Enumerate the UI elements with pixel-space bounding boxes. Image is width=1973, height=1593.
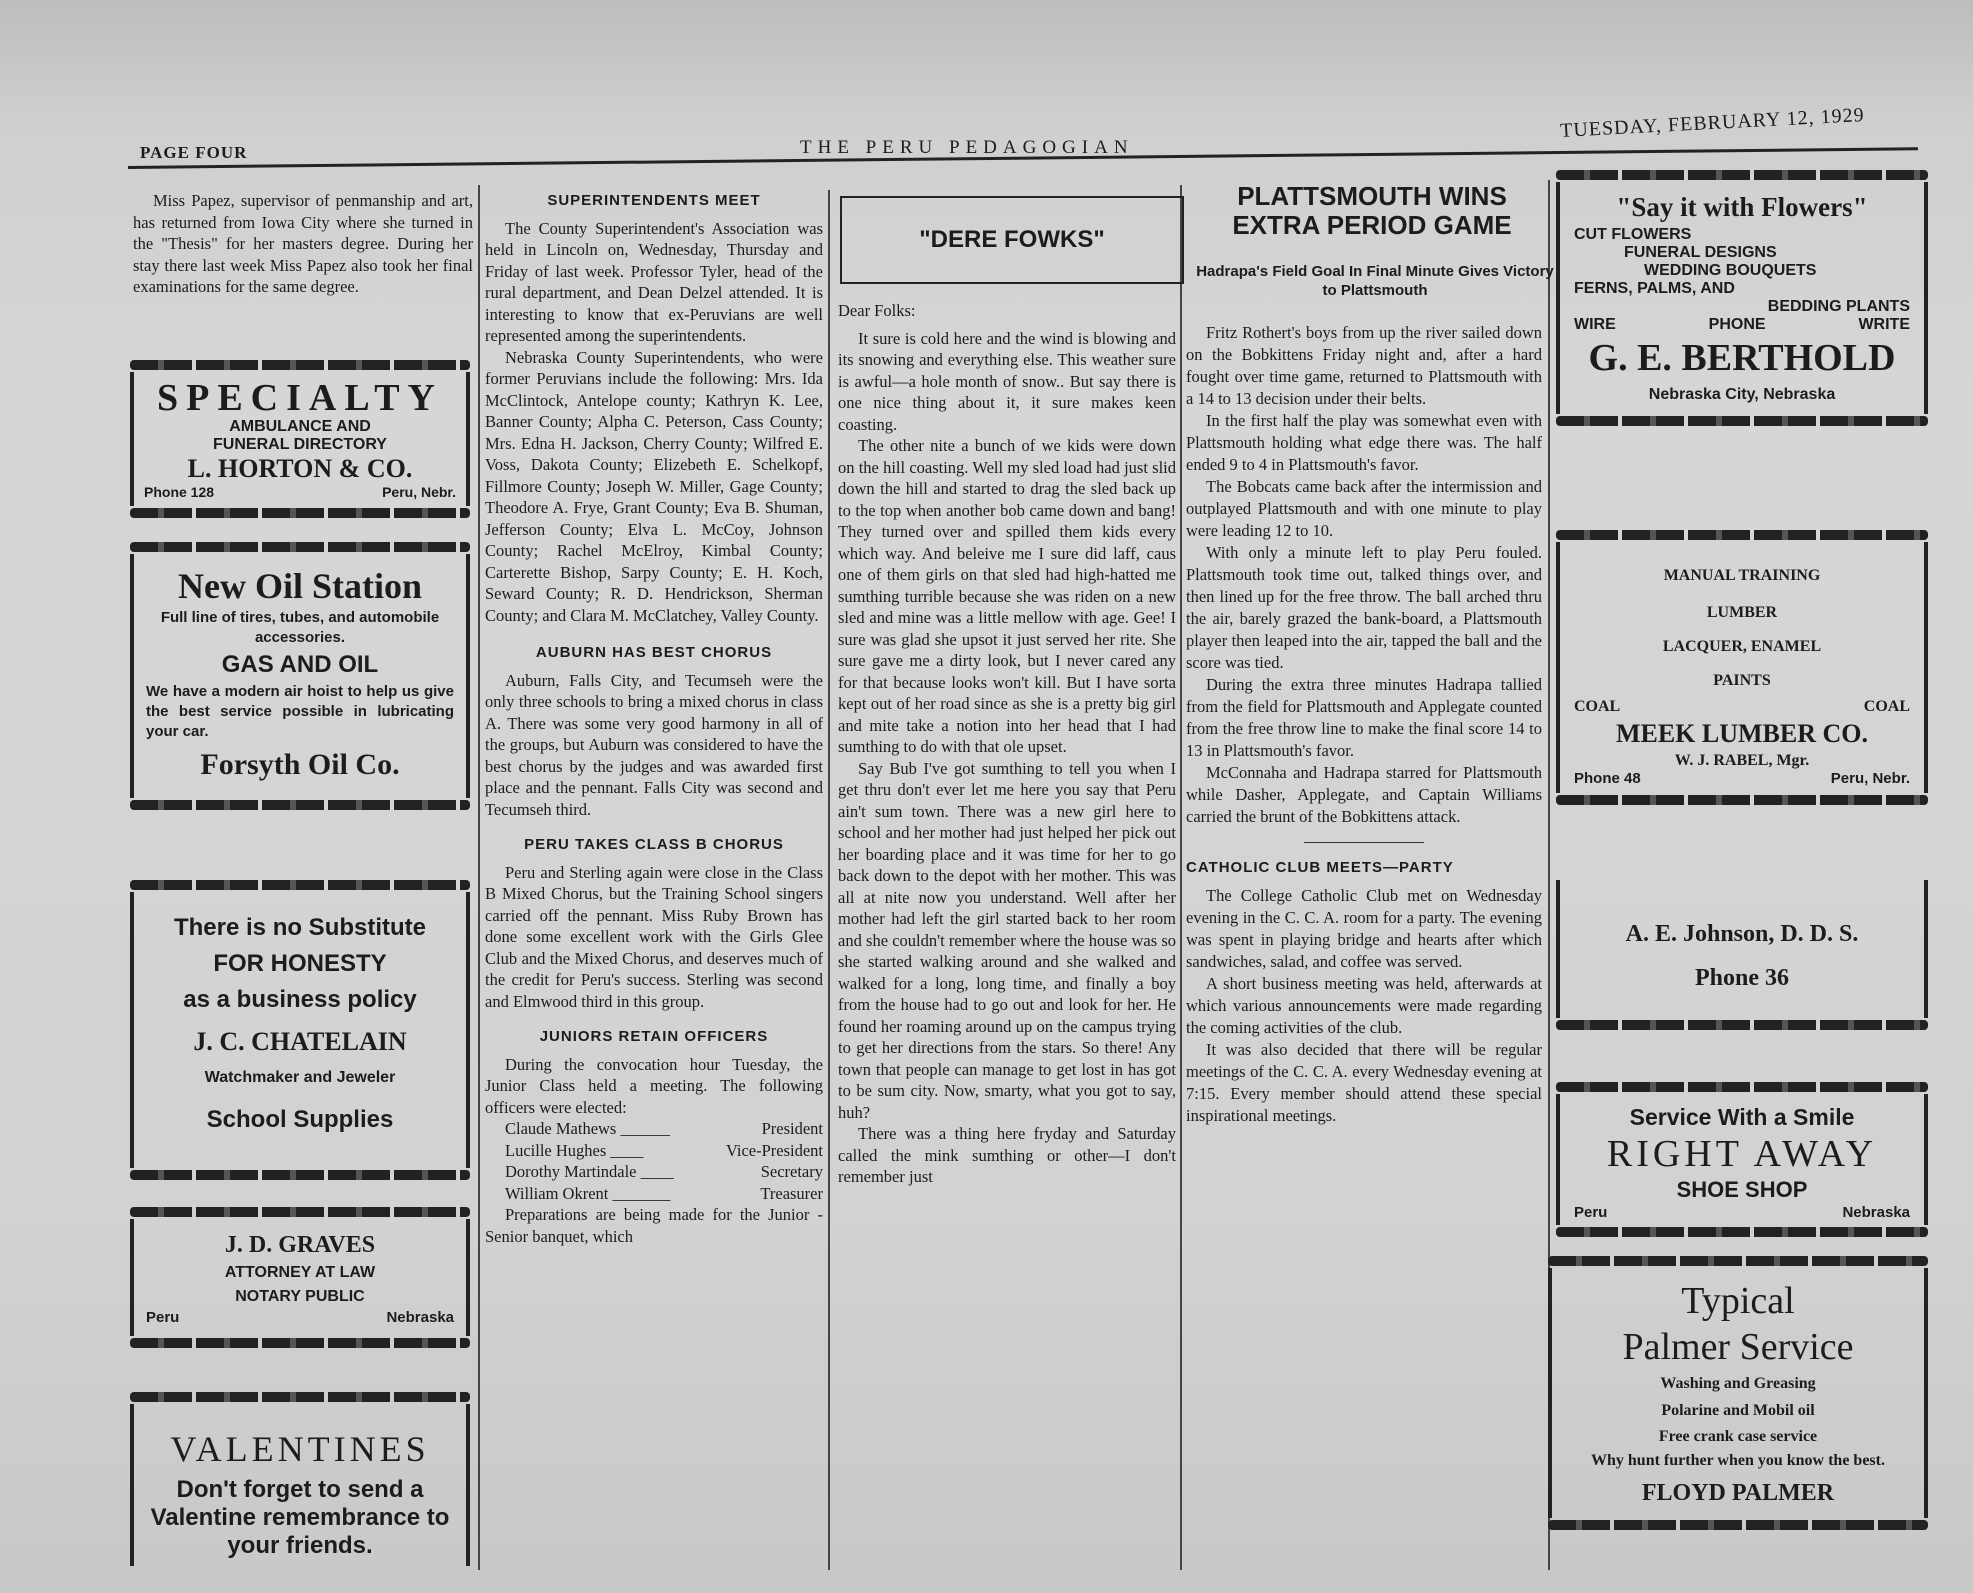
article-paragraph: The Bobcats came back after the intermission and outplayed Plattsmouth and with one minute to play were leading 12 to 10. (1186, 477, 1542, 540)
column-rule (828, 190, 830, 1570)
ad-write: WRITE (1858, 316, 1910, 333)
column-1 (133, 190, 473, 298)
page-number: PAGE FOUR (140, 143, 248, 162)
ad-phone: Phone 36 (1694, 965, 1789, 991)
ad-frame (130, 1404, 470, 1566)
headline-juniors: JUNIORS RETAIN OFFICERS (539, 1028, 769, 1045)
ad-border (130, 880, 470, 890)
ad-line: CUT FLOWERS (1574, 226, 1692, 243)
ad-line: FUNERAL DESIGNS (1624, 244, 1777, 261)
valentines-ad (130, 1390, 470, 1566)
ad-border (1556, 795, 1928, 805)
ad-border (130, 800, 470, 810)
ad-coal (1574, 698, 1910, 716)
ad-line: ATTORNEY AT LAW (224, 1264, 376, 1281)
ad-border (1556, 1020, 1928, 1030)
ad-line: Full line of tires, tubes, and automobile accessories. (160, 609, 440, 646)
papez-item: Miss Papez, supervisor of penmanship and art, has returned from Iowa City where she turned in the "Thesis" for her masters degree. During her stay there last week Miss Papez also took her final examinations for the same degree. (133, 191, 473, 296)
ad-line: W. J. RABEL, Mgr. (1674, 752, 1810, 769)
ad-footer (1574, 770, 1910, 787)
ad-line: Service With a Smile (1629, 1104, 1855, 1130)
ad-frame (1556, 542, 1928, 793)
ad-frame (1556, 182, 1928, 414)
ad-border (130, 1338, 470, 1348)
ad-border (1556, 530, 1928, 540)
ad-title: SPECIALTY (156, 377, 443, 419)
meek-ad (1556, 528, 1928, 807)
ad-border (130, 360, 470, 370)
ad-name: L. HORTON & CO. (187, 454, 413, 483)
ad-phone: Phone 48 (1574, 770, 1641, 787)
letter-paragraph: The other nite a bunch of we kids were down on the hill coasting. Well my sled load had just slid down the hill and started to drag the sled back up to the top when another bob came down and bang! They turned over and spilled them kids every which way. And beleive me I sure did laff, caus one of them girls on that sled had high-hatted me sumthing turrible because she was riden on a new sled and mine was a little mellow with age. Gee! I sure was glad she upsot it just served her rite. She sure gave me a dirty look, but I never cared any for that because looks won't kill. But I have sorta kept out of her road since as she is a pretty big girl and mite take a notion into her head that I had sumthing to do with that ole upset. (838, 436, 1176, 756)
ad-line: We have a modern air hoist to help us give the best service possible in lubricating your car. (146, 683, 454, 740)
ad-frame (1548, 1268, 1928, 1518)
officer-row (485, 1183, 823, 1205)
ad-border (1548, 1520, 1928, 1530)
officer-role: Vice-President (725, 1140, 823, 1160)
ad-border (130, 1207, 470, 1217)
ad-phone: PHONE (1708, 316, 1766, 333)
ad-title: "Say it with Flowers" (1616, 192, 1868, 222)
johnson-ad (1556, 880, 1928, 1032)
ad-title: New Oil Station (177, 566, 422, 606)
salutation: Dear Folks: (838, 301, 916, 320)
oil-ad (130, 540, 470, 812)
ad-border (130, 1392, 470, 1402)
issue-date: TUESDAY, FEBRUARY 12, 1929 (1559, 104, 1866, 142)
article-paragraph: Nebraska County Superintendents, who were former Peruvians include the following: Mrs. Ida McClintock, Antelope county; Kathryn K. Lee, Banner County; Alpha C. Peterson, Cass County; Mrs. Edna H. Jackson, Cherry County; Wilfred E. Voss, Dakota County; Elizebeth E. Schelkopf, Fillmore County; Joseph W. Miller, Gage County; Theodore A. Frye, Grant County; Eva B. Shuman, Jefferson County; Elva L. McCoy, Johnson County; Rachel McElroy, Kimbal County; Carterette Bishop, Sarpy County; E. H. Koch, Seward County; R. D. Hendrickson, Sherman County; and Clara M. McClatchey, Valley County. (485, 347, 823, 625)
headline-catholic-club: CATHOLIC CLUB MEETS—PARTY (1186, 859, 1454, 876)
ad-line: Nebraska City, Nebraska (1648, 386, 1836, 403)
officer-role: President (761, 1119, 823, 1138)
article-paragraph: The College Catholic Club met on Wednesday evening in the C. C. A. room for a party. The evening was spent in playing bridge and hearts after which sandwiches, salad, and coffee was served. (1186, 886, 1542, 971)
headline-plattsmouth: PLATTSMOUTH WINS EXTRA PERIOD GAME (1232, 181, 1512, 240)
ad-line: Watchmaker and Jeweler (204, 1069, 396, 1086)
ad-line: School Supplies (206, 1106, 394, 1133)
graves-ad (130, 1205, 470, 1350)
officer-role: Secretary (760, 1162, 823, 1181)
ad-line: FERNS, PALMS, AND (1574, 280, 1735, 297)
officer-row (485, 1161, 823, 1183)
ad-line: AMBULANCE AND (229, 418, 371, 435)
ad-name: MEEK LUMBER CO. (1615, 719, 1869, 748)
ad-line: Free crank case service (1658, 1428, 1818, 1445)
divider (1304, 842, 1424, 843)
ad-line: LUMBER (1706, 604, 1778, 621)
officer-row (485, 1118, 823, 1140)
ad-coal-right: COAL (1863, 698, 1910, 715)
ad-coal-left: COAL (1574, 698, 1621, 715)
ad-name: FLOYD PALMER (1641, 1480, 1835, 1506)
column-rule (478, 185, 480, 1570)
ad-frame (1556, 880, 1928, 1018)
ad-line: Why hunt further when you know the best. (1591, 1452, 1885, 1469)
ad-line: NOTARY PUBLIC (235, 1288, 365, 1305)
palmer-ad (1548, 1254, 1928, 1532)
ad-border (1548, 1256, 1928, 1266)
ad-border (130, 542, 470, 552)
ad-frame (130, 892, 470, 1168)
ad-line: SHOE SHOP (1676, 1177, 1808, 1202)
headline-peru-chorus: PERU TAKES CLASS B CHORUS (524, 836, 784, 853)
article-paragraph: A short business meeting was held, afterwards at which various announcements were made regarding the coming activities of the club. (1186, 974, 1542, 1037)
headline-auburn: AUBURN HAS BEST CHORUS (535, 644, 773, 661)
article-paragraph: Peru and Sterling again were close in the Class B Mixed Chorus, but the Training School singers carried off the pennant. Miss Ruby Brown has done some excellent work with the Girls Glee Club and the Mixed Chorus, and deserves much of the credit for Peru's success. Sterling was second and Elmwood third in this group. (485, 862, 823, 1011)
ad-border (130, 508, 470, 518)
ad-line: FUNERAL DIRECTORY (213, 436, 387, 453)
ad-frame (130, 372, 470, 506)
ad-name: RIGHT AWAY (1606, 1133, 1878, 1175)
ad-wire: WIRE (1574, 316, 1616, 333)
officer-role: Treasurer (760, 1183, 823, 1203)
headline-superintendents: SUPERINTENDENTS MEET (547, 192, 761, 209)
officer-list (485, 1118, 823, 1204)
ad-border (1556, 1082, 1928, 1092)
ad-left: Peru (146, 1309, 180, 1326)
article-paragraph: The County Superintendent's Association was held in Lincoln on, Wednesday, Thursday and Friday of last week. Professor Tyler, head of the rural department, and Dean Delzel attended. It is interesting to know that ex-Peruvians are well represented among the superintendents. (485, 218, 823, 345)
ad-title: Typical (1681, 1280, 1795, 1322)
ad-line: FOR HONESTY (213, 950, 387, 977)
ad-name: Forsyth Oil Co. (200, 748, 400, 781)
ad-footer (1574, 1204, 1910, 1221)
ad-frame (1556, 1094, 1928, 1225)
officer-name: William Okrent _______ (505, 1183, 671, 1203)
ad-name: A. E. Johnson, D. D. S. (1625, 921, 1859, 947)
ad-border (1556, 416, 1928, 426)
ad-border (130, 1170, 470, 1180)
article-paragraph: Fritz Rothert's boys from up the river sailed down on the Bobkittens Friday night and, after a hard fought over time game, returned to Plattsmouth with a 14 to 13 decision under their belts. (1186, 323, 1542, 408)
ad-place: Peru, Nebr. (1830, 770, 1910, 787)
ad-line: Don't forget to send a Valentine remembrance to your friends. (150, 1476, 450, 1559)
letter-paragraph: Say Bub I've got sumthing to tell you when I get thru don't ever let me here you say that Peru ain't sum town. There was a new girl here to school and her mother had just helped her pick out her boarding place and it was time for her to go back down to the depot with her mother. This was all at nite now you understand. Well after her mother had left the girl started back to her room and she couldn't remember where the house was so she started walking around and she walked and walked for a long, long time, and finally a boy from the house had to go out and look for her. He found her roaming around up on the campus trying to get her directions from the stars. So there! Any town that people can manage to get lost in has got to be sum city. Now, smarty, what you got to say, huh? (838, 758, 1176, 1122)
ad-border (1556, 1227, 1928, 1237)
ad-name: J. D. GRAVES (224, 1232, 376, 1258)
ad-frame (130, 554, 470, 798)
ad-line: PAINTS (1713, 672, 1771, 689)
ad-line: Washing and Greasing (1660, 1375, 1816, 1392)
article-paragraph: It was also decided that there will be regular meetings of the C. C. A. every Wednesday evening at 7:15. Every member should attend these special inspirational meetings. (1186, 1040, 1542, 1125)
ad-line: There is no Substitute (173, 914, 427, 941)
letter-paragraph: There was a thing here fryday and Saturday called the mink sumthing or other—I don't remember just (838, 1124, 1176, 1186)
officer-name: Claude Mathews ______ (505, 1119, 670, 1138)
ad-right: Nebraska (386, 1309, 454, 1326)
horton-ad (130, 358, 470, 520)
dere-fowks-title: "DERE FOWKS" (840, 196, 1184, 284)
ad-line: GAS AND OIL (221, 651, 379, 678)
letter-paragraph: It sure is cold here and the wind is blowing and its snowing and everything else. This weather sure is awful—a hole month of snow.. But say there is one nice thing about it, it sure makes keen coasting. (838, 328, 1176, 434)
ad-contact (1574, 316, 1910, 334)
article-paragraph: McConnaha and Hadrapa starred for Plattsmouth while Dasher, Applegate, and Captain Williams carried the brunt of the Bobkittens attack. (1186, 763, 1542, 826)
ad-phone: Phone 128 (144, 484, 215, 500)
subhead-plattsmouth: Hadrapa's Field Goal In Final Minute Gives Victory to Plattsmouth (1196, 263, 1554, 299)
rightaway-ad (1556, 1080, 1928, 1239)
ad-title: Palmer Service (1622, 1326, 1854, 1368)
ad-footer (144, 484, 456, 500)
newspaper-title: THE PERU PEDAGOGIAN (800, 137, 1134, 158)
ad-line: as a business policy (183, 986, 417, 1013)
ad-name: J. C. CHATELAIN (193, 1027, 407, 1056)
ad-line: MANUAL TRAINING (1663, 567, 1821, 584)
ad-line: LACQUER, ENAMEL (1662, 638, 1822, 655)
article-paragraph: Auburn, Falls City, and Tecumseh were the only three schools to bring a mixed chorus in class A. There was some very good harmony in all of the groups, but Auburn was considered to have the best chorus by the judges and was awarded first place and the pennant. Falls City was second and Tecumseh third. (485, 670, 823, 819)
column-4 (1186, 322, 1542, 1127)
article-paragraph: With only a minute left to play Peru fouled. Plattsmouth took time out, talked things over, and then lined up for the free throw. The ball arched thru the air, barely grazed the bank-board, a Plattsmouth player then leaped into the air, tapped the ball and the score was tied. (1186, 543, 1542, 672)
ad-border (1556, 170, 1928, 180)
article-paragraph: In the first half the play was somewhat even with Plattsmouth holding what edge there was. The half ended 9 to 4 in Plattsmouth's favor. (1186, 411, 1542, 474)
ad-line: WEDDING BOUQUETS (1644, 262, 1817, 279)
ad-right: Nebraska (1842, 1204, 1910, 1221)
ad-footer (146, 1309, 454, 1326)
ad-title: VALENTINES (170, 1429, 430, 1469)
chatelain-ad (130, 878, 470, 1182)
officer-name: Lucille Hughes ____ (505, 1140, 644, 1160)
column-rule (1180, 185, 1182, 1570)
ad-line: Polarine and Mobil oil (1661, 1402, 1815, 1419)
article-paragraph: During the extra three minutes Hadrapa tallied from the field for Plattsmouth and Applegate counted from the free throw line to make the final score 14 to 13 in Plattsmouth's favor. (1186, 675, 1542, 760)
column-2 (485, 190, 823, 1247)
article-paragraph: Preparations are being made for the Junior - Senior banquet, which (485, 1205, 823, 1246)
ad-place: Peru, Nebr. (382, 484, 456, 500)
column-3 (838, 300, 1176, 1188)
ad-frame (130, 1219, 470, 1336)
berthold-ad (1556, 168, 1928, 428)
ad-line: BEDDING PLANTS (1767, 298, 1910, 315)
ad-left: Peru (1574, 1204, 1608, 1221)
ad-name: G. E. BERTHOLD (1588, 337, 1896, 379)
article-paragraph: During the convocation hour Tuesday, the Junior Class held a meeting. The following officers were elected: (485, 1054, 823, 1117)
officer-name: Dorothy Martindale ____ (505, 1162, 674, 1181)
officer-row (485, 1140, 823, 1162)
